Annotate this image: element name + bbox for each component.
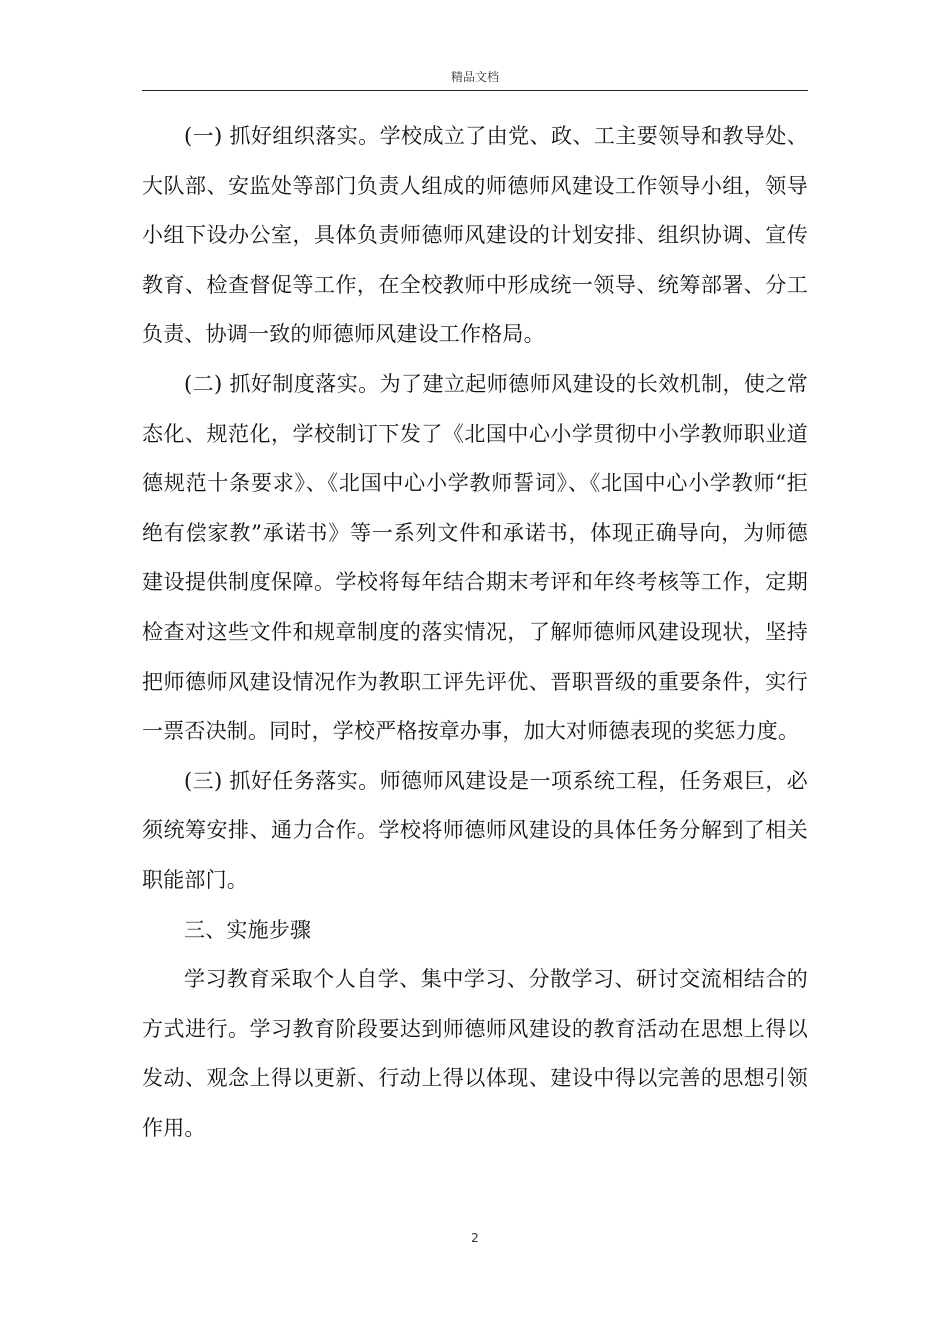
- paragraph-study: 学习教育采取个人自学、集中学习、分散学习、研讨交流相结合的方式进行。学习教育阶段要达到师德师风建设的教育活动在思想上得以发动、观念上得以更新、行动上得以体现、建设中得以完善的思想引领作用。: [142, 967, 808, 1140]
- section-heading-steps: 三、实施步骤: [184, 917, 312, 942]
- page-number: 2: [471, 1231, 479, 1245]
- document-body: [142, 112, 808, 1153]
- page-header: [142, 66, 808, 91]
- paragraph-organization: (一) 抓好组织落实。学校成立了由党、政、工主要领导和教导处、大队部、安监处等部门负责人组成的师德师风建设工作领导小组，领导小组下设办公室，具体负责师德师风建设的计划安排、组织协调、宣传教育、检查督促等工作，在全校教师中形成统一领导、统筹部署、分工负责、协调一致的师德师风建设工作格局。: [142, 124, 808, 347]
- paragraph-tasks: (三) 抓好任务落实。师德师风建设是一项系统工程，任务艰巨，必须统筹安排、通力合作。学校将师德师风建设的具体任务分解到了相关职能部门。: [142, 768, 808, 892]
- header-title: 精品文档: [450, 70, 499, 84]
- paragraph-system: (二) 抓好制度落实。为了建立起师德师风建设的长效机制，使之常态化、规范化，学校制订下发了《北国中心小学贯彻中小学教师职业道德规范十条要求》、《北国中心小学教师誓词》、《北国中心小学教师“拒绝有偿家教”承诺书》等一系列文件和承诺书，体现正确导向，为师德建设提供制度保障。学校将每年结合期末考评和年终考核等工作，定期检查对这些文件和规章制度的落实情况，了解师德师风建设现状，坚持把师德师风建设情况作为教职工评先评优、晋职晋级的重要条件，实行一票否决制。同时，学校严格按章办事，加大对师德表现的奖惩力度。: [142, 371, 808, 744]
